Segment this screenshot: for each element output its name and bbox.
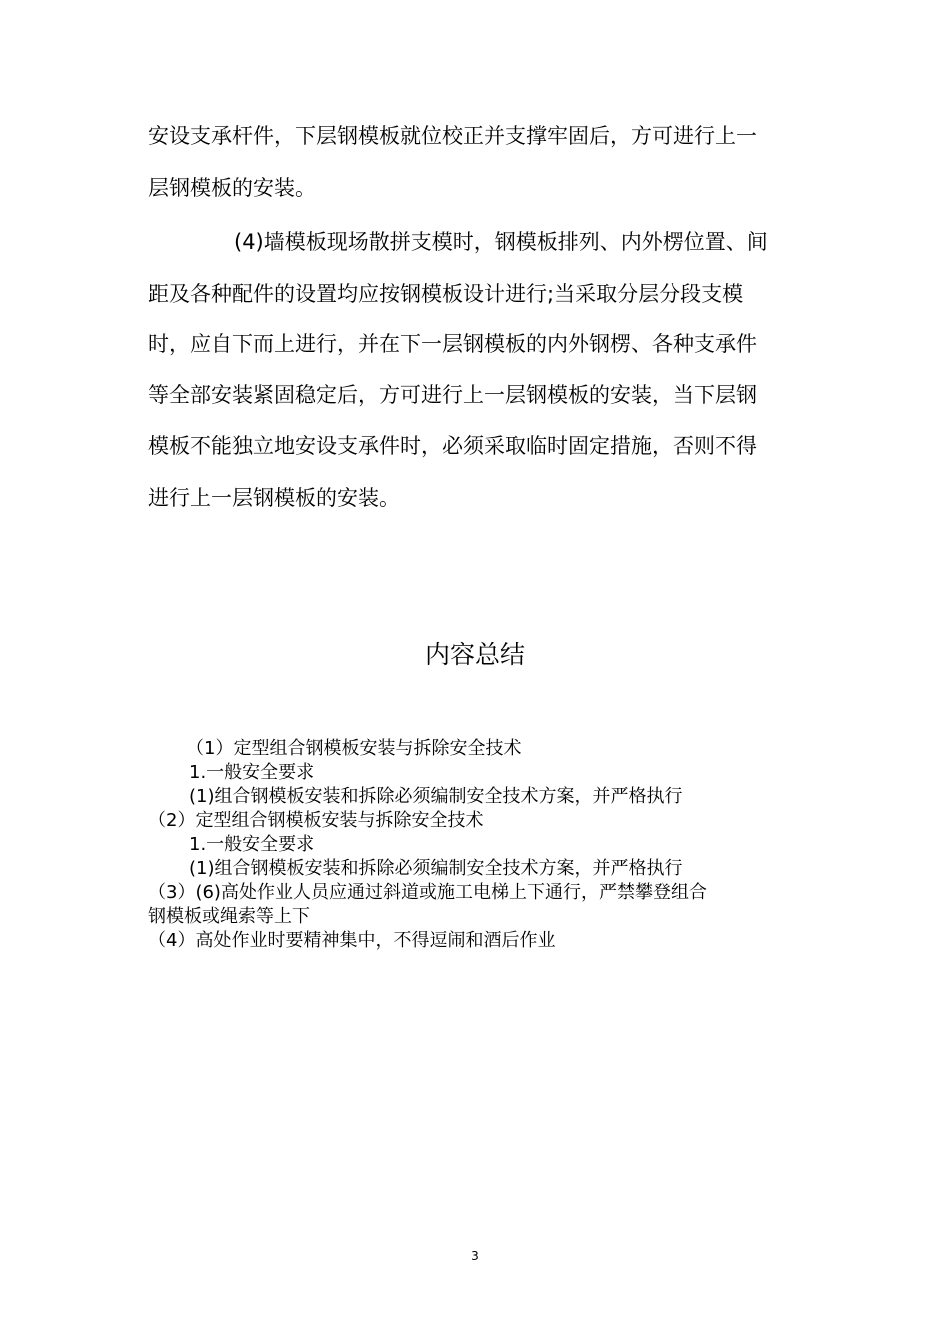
summary-line: （2）定型组合钢模板安装与拆除安全技术 <box>148 810 484 831</box>
summary-line: 1.一般安全要求 <box>189 762 315 783</box>
body-line: 距及各种配件的设置均应按钢模板设计进行;当采取分层分段支模 <box>148 282 744 306</box>
summary-line: (1)组合钢模板安装和拆除必须编制安全技术方案，并严格执行 <box>189 786 683 807</box>
body-line: 进行上一层钢模板的安装。 <box>148 486 400 510</box>
summary-line: (1)组合钢模板安装和拆除必须编制安全技术方案，并严格执行 <box>189 858 683 879</box>
summary-line: （1）定型组合钢模板安装与拆除安全技术 <box>186 738 522 759</box>
summary-line: （3）(6)高处作业人员应通过斜道或施工电梯上下通行，严禁攀登组合 <box>148 882 707 903</box>
summary-line: （4）高处作业时要精神集中，不得逗闹和酒后作业 <box>148 930 556 951</box>
summary-line: 钢模板或绳索等上下 <box>148 906 310 927</box>
body-line: 时，应自下而上进行，并在下一层钢模板的内外钢楞、各种支承件 <box>148 332 757 356</box>
body-line: (4)墙模板现场散拼支模时，钢模板排列、内外楞位置、间 <box>234 230 768 254</box>
body-line: 模板不能独立地安设支承件时，必须采取临时固定措施，否则不得 <box>148 434 757 458</box>
body-line: 等全部安装紧固稳定后，方可进行上一层钢模板的安装，当下层钢 <box>148 383 757 407</box>
body-line: 安设支承杆件，下层钢模板就位校正并支撑牢固后，方可进行上一 <box>148 124 757 148</box>
page-number: 3 <box>471 1249 479 1263</box>
body-line: 层钢模板的安装。 <box>148 176 316 200</box>
summary-title: 内容总结 <box>424 640 525 669</box>
summary-line: 1.一般安全要求 <box>189 834 315 855</box>
